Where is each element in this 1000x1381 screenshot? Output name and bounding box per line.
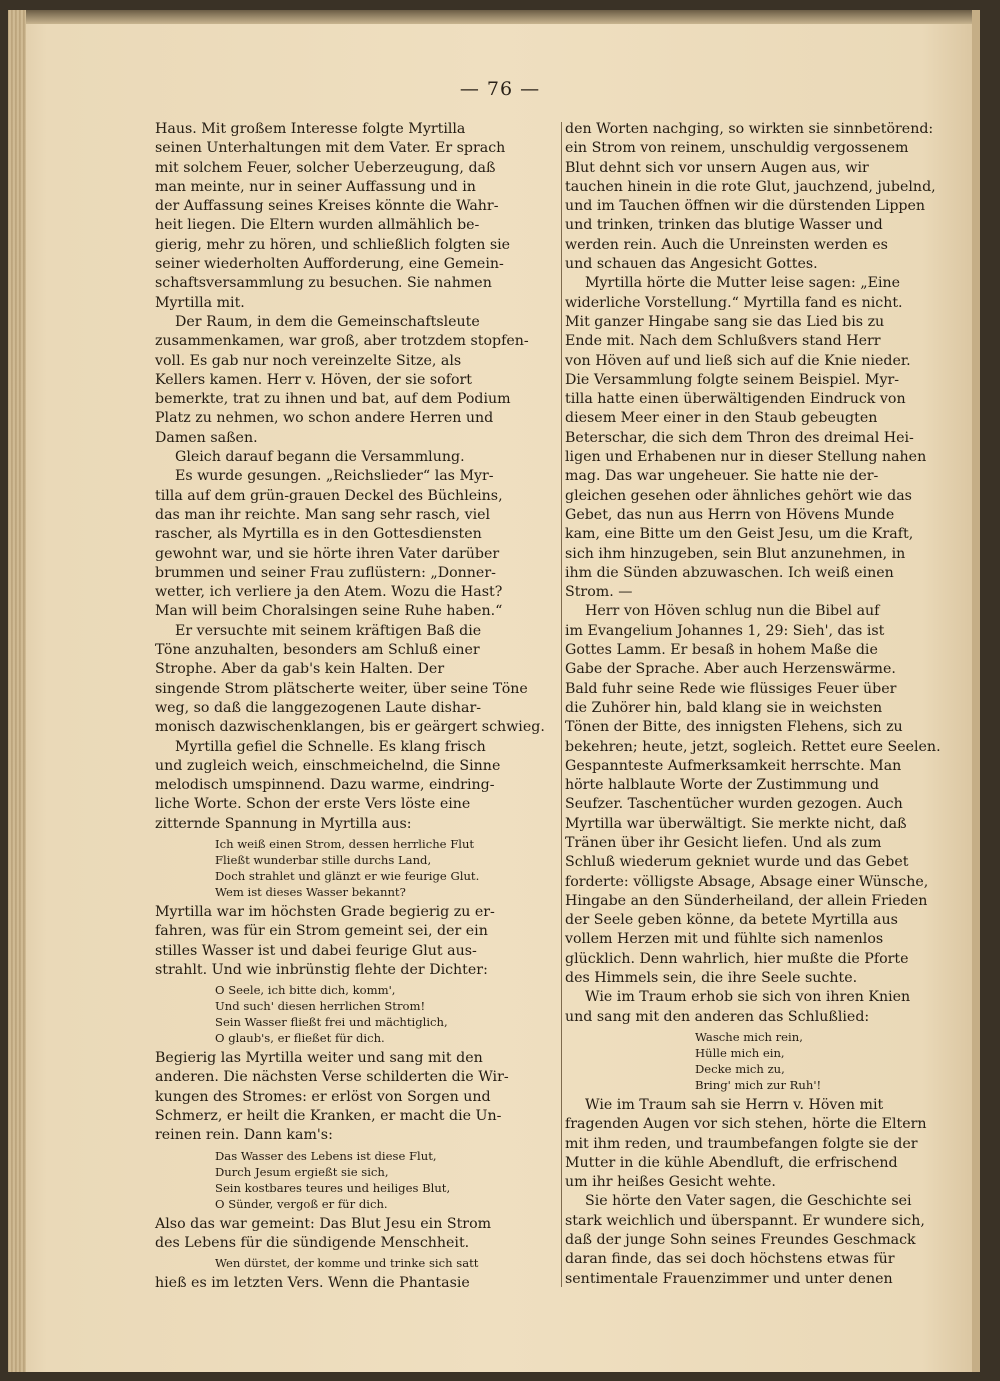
paragraph [155,622,560,738]
text-line: und zugleich weich, einschmeichelnd, die Sinne [155,757,501,774]
page-right-edge [972,10,980,1372]
text-line: anderen. Die nächsten Verse schilderten die Wir- [155,1069,509,1086]
text-line: tauchen hinein in die rote Glut, jauchzend, jubelnd, [565,178,936,195]
text-line: Bald fuhr seine Rede wie flüssiges Feuer über [565,680,897,697]
text-line: Blut dehnt sich vor unsern Augen aus, wir [565,159,869,176]
verse-line: Wem ist dieses Wasser bekannt? [215,884,406,899]
paragraph [155,1274,560,1293]
text-line: fahren, was für ein Strom gemeint sei, der ein [155,923,488,940]
paragraph [155,1049,560,1145]
text-line: Sie hörte den Vater sagen, die Geschichte sei [585,1193,912,1210]
right-column [565,120,965,1289]
text-line: ein Strom von reinem, unschuldig vergossenem [565,140,909,157]
page-top-edge [8,10,980,24]
paragraph [155,313,560,448]
text-line: Er versuchte mit seinem kräftigen Baß die [175,622,482,639]
text-line: melodisch umspinnend. Dazu warme, eindring- [155,777,495,794]
paragraph [565,1192,965,1288]
paragraph [565,988,965,1027]
text-line: Gespannteste Aufmerksamkeit herrschte. Man [565,757,902,774]
text-line: um ihr heißes Gesicht wehte. [565,1174,776,1191]
text-line: Wie im Traum sah sie Herrn v. Höven mit [585,1096,884,1113]
text-line: liche Worte. Schon der erste Vers löste eine [155,796,471,813]
text-line: heit liegen. Die Eltern wurden allmählich be- [155,217,480,234]
column-divider [561,122,562,1287]
verse-line: O Seele, ich bitte dich, komm', [215,983,396,998]
text-line: daran finde, das sei doch höchstens etwas für [565,1251,895,1268]
verse-block [695,1029,965,1093]
text-line: daß der junge Sohn seines Freundes Geschmack [565,1232,916,1249]
text-line: der Seele geben könne, da betete Myrtilla aus [565,912,898,929]
text-line: hieß es im letzten Vers. Wenn die Phantasie [155,1275,470,1292]
verse-line: Ich weiß einen Strom, dessen herrliche Flut [215,836,475,851]
text-line: ihm die Sünden abzuwaschen. Ich weiß einen [565,564,894,581]
verse-block [215,982,560,1046]
verse-line: Decke mich zu, [695,1061,785,1076]
text-line: und sang mit den anderen das Schlußlied: [565,1008,870,1025]
text-line: im Evangelium Johannes 1, 29: Sieh', das ist [565,622,885,639]
text-line: schaftsversammlung zu besuchen. Sie nahmen [155,275,492,292]
verse-block [215,836,560,900]
text-line: Gebet, das nun aus Herrn von Hövens Munde [565,506,895,523]
text-line: Seufzer. Taschentücher wurden gezogen. Auch [565,796,903,813]
text-line: bekehren; heute, jetzt, sogleich. Rettet eure Seelen. [565,738,941,755]
paragraph [155,467,560,621]
text-line: Begierig las Myrtilla weiter und sang mit den [155,1050,483,1067]
text-line: Mit ganzer Hingabe sang sie das Lied bis zu [565,313,885,330]
text-line: das man ihr reichte. Man sang sehr rasch, viel [155,506,491,523]
text-line: kam, eine Bitte um den Geist Jesu, um die Kraft, [565,526,914,543]
text-line: brummen und seiner Frau zuflüstern: „Donner- [155,564,496,581]
verse-line: O Sünder, vergoß er für dich. [215,1196,388,1211]
text-line: kungen des Stromes: er erlöst von Sorgen und [155,1088,491,1105]
text-line: Hingabe an den Sünderheiland, der allein Frieden [565,892,928,909]
page-number: — 76 — [459,78,541,100]
text-line: voll. Es gab nur noch vereinzelte Sitze, als [155,352,462,369]
text-line: den Worten nachging, so wirkten sie sinnbetörend: [565,121,934,137]
text-line: Strom. — [565,584,633,601]
text-line: Strophe. Aber da gab's kein Halten. Der [155,661,445,678]
text-line: und schauen das Angesicht Gottes. [565,256,818,273]
text-line: werden rein. Auch die Unreinsten werden es [565,236,888,253]
text-line: Man will beim Choralsingen seine Ruhe haben.“ [155,603,503,620]
text-line: Es wurde gesungen. „Reichslieder“ las Myr- [175,468,494,485]
verse-line: O glaub's, er fließet für dich. [215,1031,385,1046]
text-line: singende Strom plätscherte weiter, über seine Töne [155,680,528,697]
verse-line: Hülle mich ein, [695,1045,785,1060]
text-line: Platz zu nehmen, wo schon andere Herren und [155,410,494,427]
text-line: mag. Das war ungeheuer. Sie hatte nie der- [565,468,879,485]
paragraph [565,1096,965,1192]
text-line: sentimentale Frauenzimmer und unter denen [565,1270,893,1287]
text-line: Myrtilla war überwältigt. Sie merkte nicht, daß [565,815,907,832]
page-binding-edge [8,10,26,1372]
text-line: Beterschar, die sich dem Thron des dreimal Hei- [565,429,914,446]
text-line: Tränen über ihr Gesicht liefen. Und als zum [565,834,882,851]
text-line: tilla auf dem grün-grauen Deckel des Büchleins, [155,487,503,504]
text-line: hörte halblaute Worte der Zustimmung und [565,777,879,794]
text-line: gleichen gesehen oder ähnliches gehört wie das [565,487,912,504]
text-line: Tönen der Bitte, des innigsten Flehens, sich zu [565,719,903,736]
left-column [155,120,560,1294]
text-line: zusammenkamen, war groß, aber trotzdem stopfen- [155,333,529,350]
verse-line: Wen dürstet, der komme und trinke sich satt [215,1256,479,1271]
text-line: gierig, mehr zu hören, und schließlich folgten sie [155,236,511,253]
text-line: man meinte, nur in seiner Auffassung und in [155,178,476,195]
verse-line: Sein kostbares teures und heiliges Blut, [215,1180,451,1195]
text-line: die Zuhörer hin, bald klang sie in weichsten [565,699,883,716]
verse-block [215,1148,560,1212]
text-line: Die Versammlung folgte seinem Beispiel. Myr- [565,371,900,388]
text-line: monisch dazwischenklangen, bis er geärgert schwieg. [155,719,545,736]
text-line: gewohnt war, und sie hörte ihren Vater darüber [155,545,500,562]
text-line: Myrtilla hörte die Mutter leise sagen: „Eine [585,275,901,292]
text-line: stark weichlich und überspannt. Er wundere sich, [565,1212,925,1229]
text-line: mit solchem Feuer, solcher Ueberzeugung, daß [155,159,496,176]
text-line: Myrtilla mit. [155,294,245,311]
text-line: tilla hatte einen überwältigenden Eindruck von [565,391,906,408]
paragraph [565,274,965,602]
text-line: rascher, als Myrtilla es in den Gottesdiensten [155,526,482,543]
text-line: reinen rein. Dann kam's: [155,1127,333,1144]
paragraph [155,120,560,313]
verse-line: Sein Wasser fließt frei und mächtiglich, [215,1015,448,1030]
text-line: mit ihm reden, und traumbefangen folgte sie der [565,1135,918,1152]
paragraph [155,448,560,467]
paragraph [155,903,560,980]
text-line: Haus. Mit großem Interesse folgte Myrtilla [155,121,466,137]
text-line: Myrtilla war im höchsten Grade begierig zu er- [155,903,495,920]
text-line: fragenden Augen vor sich stehen, hörte die Eltern [565,1116,927,1133]
text-line: zitternde Spannung in Myrtilla aus: [155,815,412,832]
text-line: glücklich. Denn wahrlich, hier mußte die Pforte [565,950,909,967]
text-line: seiner wiederholten Aufforderung, eine Gemein- [155,256,504,273]
text-line: Schmerz, er heilt die Kranken, er macht die Un- [155,1108,502,1125]
text-line: weg, so daß die langgezogenen Laute dishar- [155,699,482,716]
text-line: Der Raum, in dem die Gemeinschaftsleute [175,313,480,330]
text-line: Kellers kamen. Herr v. Höven, der sie sofort [155,371,472,388]
text-line: forderte: völligste Absage, Absage einer Wünsche, [565,873,929,890]
text-line: Gleich darauf begann die Versammlung. [175,449,465,466]
text-line: Schluß wiederum gekniet wurde und das Gebet [565,854,909,871]
text-line: widerliche Vorstellung.“ Myrtilla fand es nicht. [565,294,903,311]
paragraph [155,1215,560,1254]
text-line: Gottes Lamm. Er besaß in hohem Maße die [565,642,878,659]
paragraph [155,738,560,834]
verse-line: Und such' diesen herrlichen Strom! [215,999,426,1014]
text-line: und im Tauchen öffnen wir die dürstenden Lippen [565,198,926,215]
verse-line: Wasche mich rein, [695,1029,803,1044]
text-line: des Lebens für die sündigende Menschheit. [155,1234,470,1251]
text-line: Mutter in die kühle Abendluft, die erfrischend [565,1154,898,1171]
text-line: ligen und Erhabenen nur in dieser Stellung nahen [565,449,927,466]
text-line: vollem Herzen mit und fühlte sich namenlos [565,931,884,948]
text-line: strahlt. Und wie inbrünstig flehte der Dichter: [155,961,488,978]
text-line: Ende mit. Nach dem Schlußvers stand Herr [565,333,881,350]
verse-line: Bring' mich zur Ruh'! [695,1077,822,1092]
text-line: Myrtilla gefiel die Schnelle. Es klang frisch [175,738,486,755]
paragraph [565,120,965,274]
text-line: Gabe der Sprache. Aber auch Herzenswärme. [565,661,896,678]
verse-line: Das Wasser des Lebens ist diese Flut, [215,1148,437,1163]
verse-line: Durch Jesum ergießt sie sich, [215,1164,389,1179]
text-line: Töne anzuhalten, besonders am Schluß einer [155,642,480,659]
text-line: und trinken, trinken das blutige Wasser und [565,217,883,234]
verse-line: Fließt wunderbar stille durchs Land, [215,852,432,867]
verse-block [215,1255,560,1271]
text-line: stilles Wasser ist und dabei feurige Glut aus- [155,942,477,959]
text-line: Also das war gemeint: Das Blut Jesu ein Strom [155,1215,492,1232]
text-line: von Höven auf und ließ sich auf die Knie nieder. [565,352,911,369]
paragraph [565,602,965,988]
text-line: Damen saßen. [155,429,258,446]
text-line: Wie im Traum erhob sie sich von ihren Knien [585,989,911,1006]
verse-line: Doch strahlet und glänzt er wie feurige Glut. [215,868,480,883]
text-line: seinen Unterhaltungen mit dem Vater. Er sprach [155,140,506,157]
text-line: diesem Meer einer in den Staub gebeugten [565,410,878,427]
text-line: bemerkte, trat zu ihnen und bat, auf dem Podium [155,391,511,408]
text-line: Herr von Höven schlug nun die Bibel auf [585,603,880,620]
text-line: des Himmels sein, die ihre Seele suchte. [565,970,858,987]
text-line: sich ihm hinzugeben, sein Blut anzunehmen, in [565,545,906,562]
text-line: der Auffassung seines Kreises könnte die Wahr- [155,198,499,215]
text-line: wetter, ich verliere ja den Atem. Wozu die Hast? [155,584,503,601]
